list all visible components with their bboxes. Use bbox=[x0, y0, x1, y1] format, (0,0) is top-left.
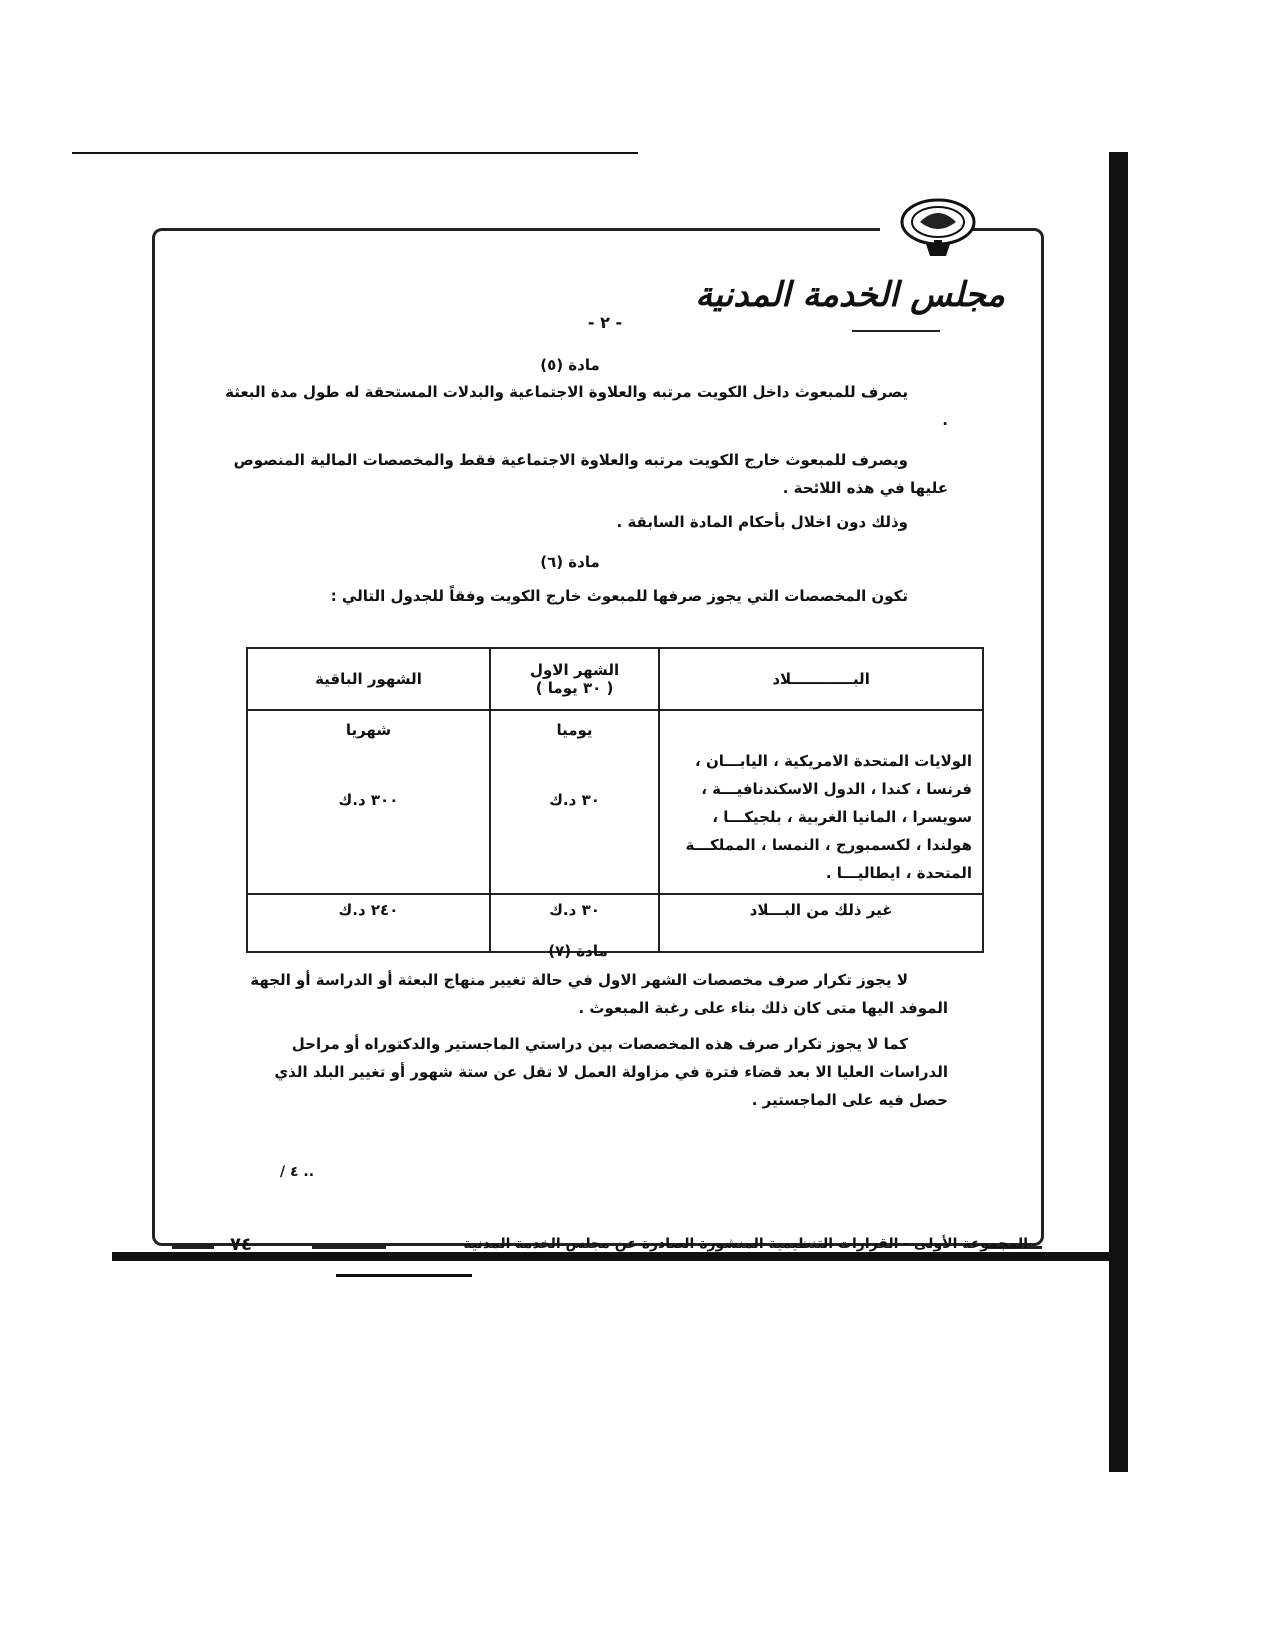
row-1-first-month bbox=[490, 710, 659, 894]
row-1-first-month-amount: ٣٠ د.ك bbox=[549, 791, 600, 809]
kuwait-emblem-icon bbox=[898, 196, 978, 262]
row-2-remaining-amount: ٢٤٠ د.ك bbox=[247, 894, 490, 952]
article-6-paragraph-1: تكون المخصصات التي يجوز صرفها للمبعوث خارج الكويت وفقاً للجدول التالي : bbox=[330, 587, 908, 605]
table-header-row bbox=[247, 648, 983, 710]
scan-border-right bbox=[1109, 152, 1128, 1472]
country-line: فرنسا ، كندا ، الدول الاسكندنافيـــة ، bbox=[701, 780, 972, 798]
page-number: - ٢ - bbox=[587, 313, 623, 332]
continued-mark: / ٤ .. bbox=[280, 1164, 315, 1180]
article-7-title: مادة (٧) bbox=[548, 942, 608, 960]
article-5-paragraph-1: يصرف للمبعوث داخل الكويت مرتبه والعلاوة الاجتماعية والبدلات المستحقة له طول مدة البعثة . bbox=[225, 383, 948, 429]
row-1-countries bbox=[659, 710, 983, 894]
row-2-first-month-amount: ٣٠ د.ك bbox=[490, 894, 659, 952]
council-name: مجلس الخدمة المدنية bbox=[695, 275, 1005, 315]
row-1-countries-list bbox=[670, 717, 972, 887]
footer-text: المجموعة الأولى - القرارات التنظيمية المنشورة الصادرة عن مجلس الخدمة المدنية bbox=[463, 1236, 1028, 1252]
article-5-paragraph-2: ويصرف للمبعوث خارج الكويت مرتبه والعلاوة الاجتماعية فقط والمخصصات المالية المنصوص عليها في هذه اللائحة . bbox=[233, 451, 948, 497]
header-remaining-months: الشهور الباقية bbox=[247, 648, 490, 710]
footer-line-mid bbox=[312, 1246, 386, 1249]
header-first-month-label: الشهر الاول bbox=[529, 661, 620, 679]
row-1-remaining-unit: شهريا bbox=[345, 721, 392, 739]
allowances-table bbox=[246, 647, 984, 953]
scan-line-bottom-small bbox=[336, 1274, 472, 1277]
row-1-first-month-unit: يوميا bbox=[556, 721, 593, 739]
article-5-title: مادة (٥) bbox=[540, 356, 600, 374]
row-2-countries: غير ذلك من البـــلاد bbox=[659, 894, 983, 952]
header-countries: البــــــــــــلاد bbox=[659, 648, 983, 710]
article-7-paragraph-2: كما لا يجوز تكرار صرف هذه المخصصات بين دراستي الماجستير والدكتوراه أو مراحل الدراسات العليا الا بعد قضاء فترة في مزاولة العمل لا تقل عن ستة شهور أو تغيير البلد الذي حصل فيه على الماجستير . bbox=[274, 1035, 948, 1109]
header-first-month bbox=[490, 648, 659, 710]
scan-line-top bbox=[72, 152, 638, 154]
country-line: المتحدة ، ايطاليـــا . bbox=[825, 864, 972, 882]
article-6-title: مادة (٦) bbox=[540, 553, 600, 571]
row-1-remaining bbox=[247, 710, 490, 894]
table-row bbox=[247, 710, 983, 894]
country-line: سويسرا ، المانيا الغربية ، بلجيكـــا ، bbox=[712, 808, 972, 826]
council-name-underline bbox=[852, 330, 940, 332]
footer-line-left bbox=[172, 1246, 214, 1249]
country-line: الولايات المتحدة الامريكية ، اليابـــان ، bbox=[695, 752, 972, 770]
article-5-paragraph-3: وذلك دون اخلال بأحكام المادة السابقة . bbox=[616, 513, 908, 531]
scan-line-bottom bbox=[112, 1252, 1128, 1261]
row-1-remaining-amount: ٣٠٠ د.ك bbox=[338, 791, 399, 809]
country-line: هولندا ، لكسمبورج ، النمسا ، المملكـــة bbox=[685, 836, 972, 854]
header-first-month-sub: ( ٣٠ يوما ) bbox=[535, 679, 614, 697]
footer-page-number: ٧٤ bbox=[230, 1234, 252, 1255]
article-7-paragraph-1: لا يجوز تكرار صرف مخصصات الشهر الاول في حالة تغيير منهاج البعثة أو الدراسة أو الجهة الموفد اليها متى كان ذلك بناء على رغبة المبعوث . bbox=[250, 971, 948, 1017]
